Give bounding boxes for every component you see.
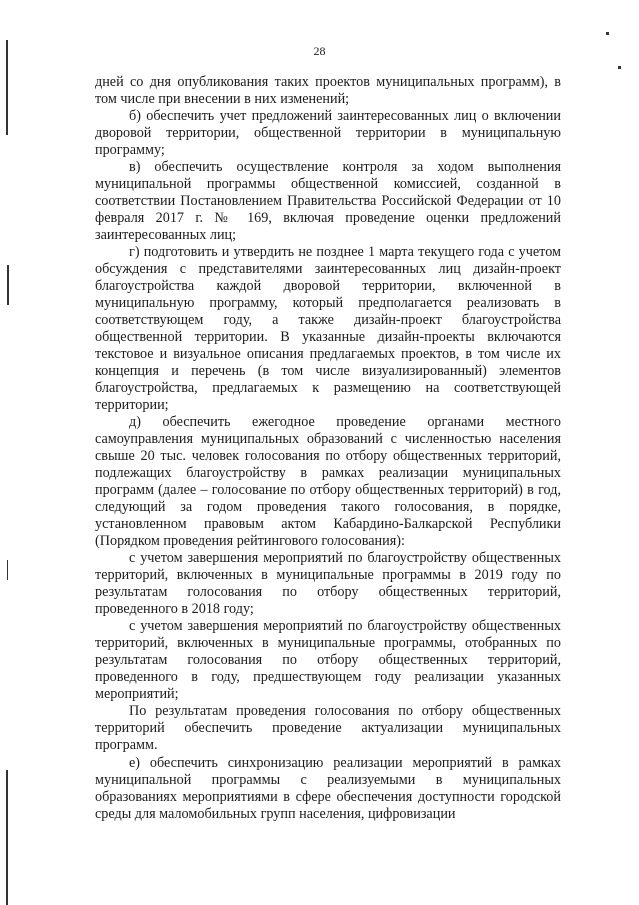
paragraph-d: д) обеспечить ежегодное проведение органами местного самоуправления муниципальных образований с численностью населения свыше 20 тыс. человек голосования по отбору общественных территорий, подлежащих благоустройству в рамках реализации муниципальных программ (далее – голосование по отбору общественных территорий) в год, следующий за годом проведения такого голосования, в порядке, установленном правовым актом Кабардино-Балкарской Республики (Порядком проведения рейтингового голосования): [95, 414, 561, 549]
paragraph-d-item-1: с учетом завершения мероприятий по благоустройству общественных территорий, включенных в муниципальные программы в 2019 году по результатам голосования по отбору общественных территорий, проведенного в 2018 году; [95, 550, 561, 617]
paragraph-voting-results: По результатам проведения голосования по отбору общественных территорий обеспечить проведение актуализации муниципальных программ. [95, 703, 561, 753]
scan-speck [618, 66, 621, 69]
scan-edge-mark [6, 40, 8, 135]
paragraph-continuation: дней со дня опубликования таких проектов муниципальных программ), в том числе при внесении в них изменений; [95, 74, 561, 107]
paragraph-d-item-2: с учетом завершения мероприятий по благоустройству общественных территорий, включенных в муниципальные программы, отобранных по результатам голосования по отбору общественных территорий, проведенного в году, предшествующем году реализации указанных мероприятий; [95, 618, 561, 702]
page-number: 28 [313, 44, 326, 58]
scan-edge-mark [6, 770, 8, 905]
paragraph-v: в) обеспечить осуществление контроля за ходом выполнения муниципальной программы общественной комиссией, созданной в соответствии Постановлением Правительства Российской Федерации от 10 февраля 2017 г. № 169, включая проведение оценки предложений заинтересованных лиц; [95, 159, 561, 243]
document-body [95, 74, 561, 823]
scan-speck [606, 32, 609, 35]
paragraph-b: б) обеспечить учет предложений заинтересованных лиц о включении дворовой территории, общественной территории в муниципальную программу; [95, 108, 561, 158]
paragraph-g: г) подготовить и утвердить не позднее 1 марта текущего года с учетом обсуждения с представителями заинтересованных лиц дизайн-проект благоустройства каждой дворовой территории, включенной в муниципальную программу, который предполагается реализовать в соответствующем году, а также дизайн-проект благоустройства общественной территории. В указанные дизайн-проекты включаются текстовое и визуальное описания предлагаемых проектов, в том числе их концепция и перечень (в том числе визуализированный) элементов благоустройства, предлагаемых к размещению на соответствующей территории; [95, 244, 561, 413]
scan-edge-mark [7, 560, 8, 580]
paragraph-e: е) обеспечить синхронизацию реализации мероприятий в рамках муниципальной программы с реализуемыми в муниципальных образованиях мероприятиями в сфере обеспечения доступности городской среды для маломобильных групп населения, цифровизации [95, 755, 561, 822]
scan-edge-mark [7, 265, 9, 305]
